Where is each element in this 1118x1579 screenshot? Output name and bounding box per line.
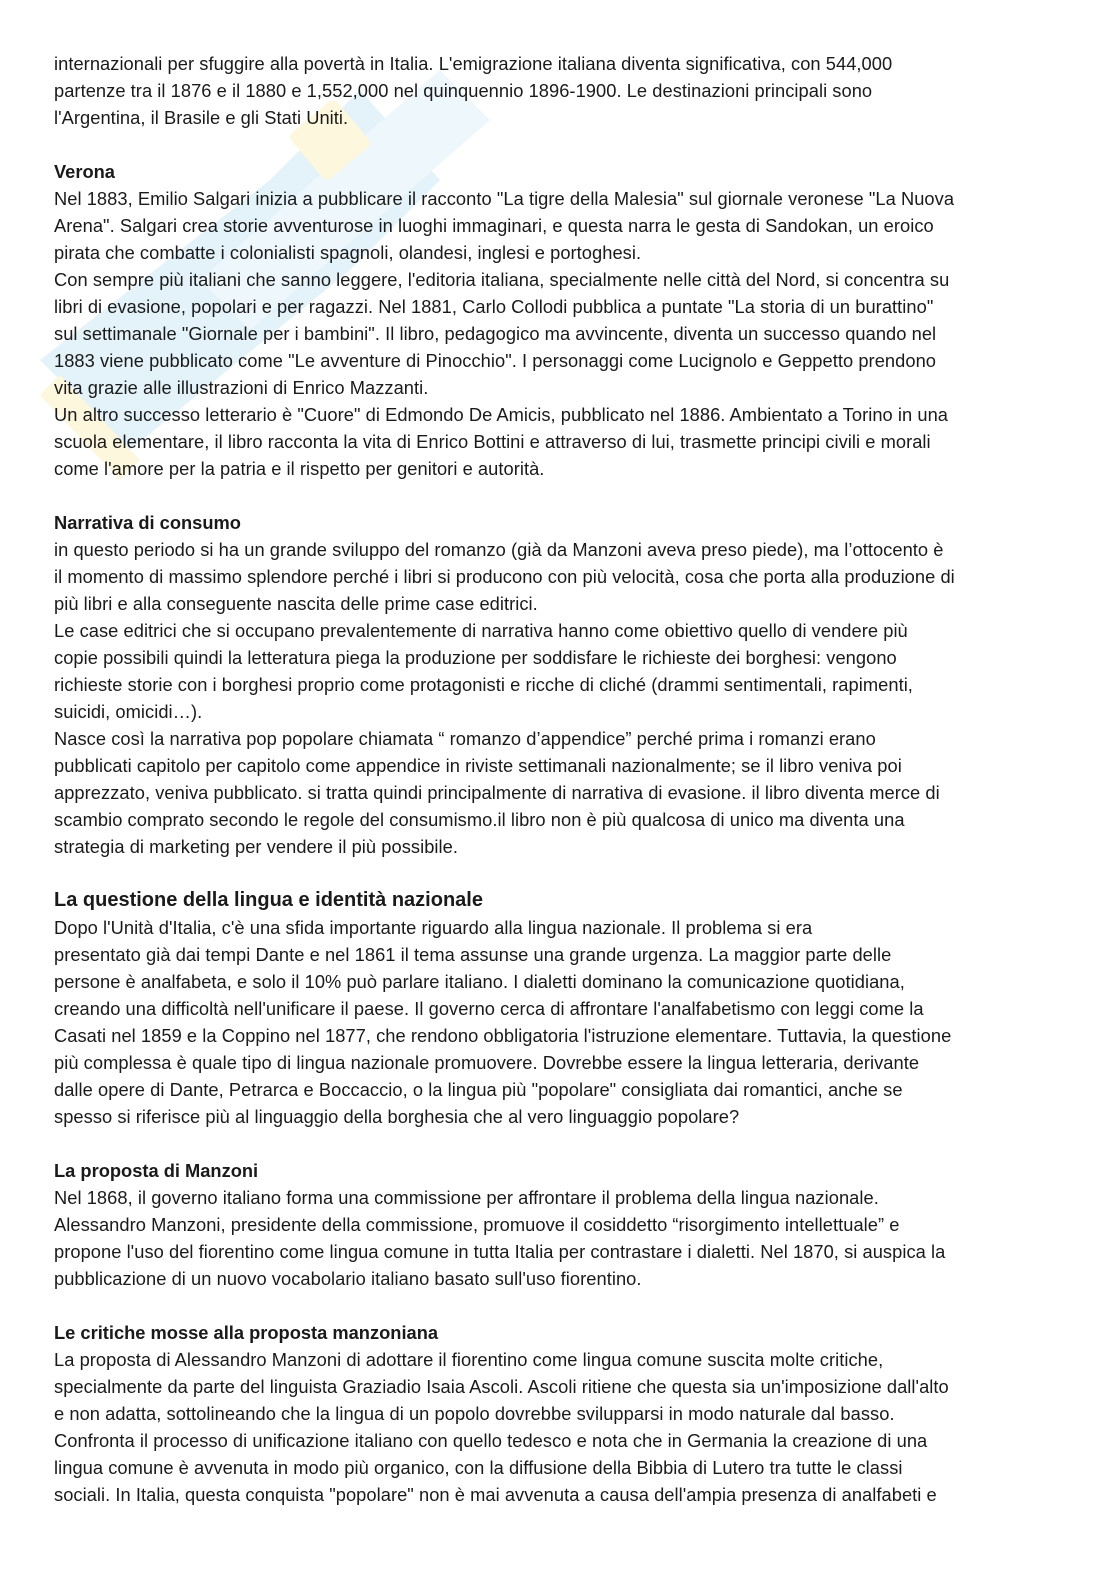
paragraph-line: Alessandro Manzoni, presidente della commissione, promuove il cosiddetto “risorgimento intellettuale” e — [54, 1214, 900, 1235]
paragraph-line: in questo periodo si ha un grande sviluppo del romanzo (già da Manzoni aveva preso piede), ma l’ottocento è — [54, 539, 944, 560]
paragraph-line: Dopo l'Unità d'Italia, c'è una sfida importante riguardo alla lingua nazionale. Il problema si era — [54, 917, 813, 938]
paragraph-line: il momento di massimo splendore perché i libri si producono con più velocità, cosa che porta alla produzione di — [54, 566, 955, 587]
section-narrativa-di-consumo — [54, 509, 1062, 860]
paragraph-line: copie possibili quindi la letteratura piega la produzione per soddisfare le richieste dei borghesi: vengono — [54, 647, 897, 668]
section-heading: Narrativa di consumo — [54, 512, 241, 533]
paragraph-line: più libri e alla conseguente nascita delle prime case editrici. — [54, 593, 538, 614]
paragraph-line: Con sempre più italiani che sanno leggere, l'editoria italiana, specialmente nelle città del Nord, si concentra su — [54, 269, 950, 290]
paragraph-line: propone l'uso del fiorentino come lingua comune in tutta Italia per contrastare i dialetti. Nel 1870, si auspica la — [54, 1241, 946, 1262]
section-questione-della-lingua — [54, 887, 1062, 1130]
paragraph-line: vita grazie alle illustrazioni di Enrico Mazzanti. — [54, 377, 429, 398]
paragraph-line: Nel 1868, il governo italiano forma una commissione per affrontare il problema della lingua nazionale. — [54, 1187, 879, 1208]
paragraph-line: dalle opere di Dante, Petrarca e Boccaccio, o la lingua più "popolare" consigliata dai romantici, anche se — [54, 1079, 903, 1100]
paragraph-line: scambio comprato secondo le regole del consumismo.il libro non è più qualcosa di unico ma diventa una — [54, 809, 905, 830]
paragraph-line: sociali. In Italia, questa conquista "popolare" non è mai avvenuta a causa dell'ampia presenza di analfabeti e — [54, 1484, 937, 1505]
paragraph-line: libri di evasione, popolari e per ragazzi. Nel 1881, Carlo Collodi pubblica a puntate "La storia di un burattino" — [54, 296, 934, 317]
paragraph-line: sul settimanale "Giornale per i bambini". Il libro, pedagogico ma avvincente, diventa un successo quando nel — [54, 323, 937, 344]
paragraph-line: spesso si riferisce più al linguaggio della borghesia che al vero linguaggio popolare? — [54, 1106, 740, 1127]
paragraph-line: pubblicati capitolo per capitolo come appendice in riviste settimanali nazionalmente; se il libro veniva poi — [54, 755, 902, 776]
paragraph-line: pubblicazione di un nuovo vocabolario italiano basato sull'uso fiorentino. — [54, 1268, 642, 1289]
paragraph-line: strategia di marketing per vendere il più possibile. — [54, 836, 458, 857]
paragraph-line: Casati nel 1859 e la Coppino nel 1877, che rendono obbligatoria l'istruzione elementare. Tuttavia, la questione — [54, 1025, 952, 1046]
paragraph-line: come l'amore per la patria e il rispetto per genitori e autorità. — [54, 458, 545, 479]
paragraph-line: e non adatta, sottolineando che la lingua di un popolo dovrebbe svilupparsi in modo naturale dal basso. — [54, 1403, 895, 1424]
section-heading: Le critiche mosse alla proposta manzoniana — [54, 1322, 439, 1343]
paragraph-line: presentato già dai tempi Dante e nel 1861 il tema assunse una grande urgenza. La maggior parte delle — [54, 944, 892, 965]
paragraph-line: persone è analfabeta, e solo il 10% può parlare italiano. I dialetti dominano la comunicazione quotidiana, — [54, 971, 905, 992]
paragraph-line: suicidi, omicidi…). — [54, 701, 203, 722]
paragraph-line: Confronta il processo di unificazione italiano con quello tedesco e nota che in Germania la creazione di una — [54, 1430, 928, 1451]
section-verona — [54, 158, 1062, 482]
section-heading: La questione della lingua e identità nazionale — [54, 889, 483, 911]
paragraph-line: Le case editrici che si occupano prevalentemente di narrativa hanno come obiettivo quello di vendere più — [54, 620, 908, 641]
paragraph-line: lingua comune è avvenuta in modo più organico, con la diffusione della Bibbia di Lutero tra tutte le classi — [54, 1457, 903, 1478]
paragraph-line: Nel 1883, Emilio Salgari inizia a pubblicare il racconto "La tigre della Malesia" sul giornale veronese "La Nuova — [54, 188, 955, 209]
paragraph-line: Un altro successo letterario è "Cuore" di Edmondo De Amicis, pubblicato nel 1886. Ambientato a Torino in una — [54, 404, 949, 425]
paragraph-line: più complessa è quale tipo di lingua nazionale promuovere. Dovrebbe essere la lingua letteraria, derivante — [54, 1052, 920, 1073]
paragraph-line: partenze tra il 1876 e il 1880 e 1,552,000 nel quinquennio 1896-1900. Le destinazioni principali sono — [54, 80, 873, 101]
paragraph-line: l'Argentina, il Brasile e gli Stati Uniti. — [54, 107, 349, 128]
section-critiche-proposta-manzoniana — [54, 1319, 1062, 1508]
paragraph-line: richieste storie con i borghesi proprio come protagonisti e ricche di cliché (drammi sentimentali, rapimenti, — [54, 674, 913, 695]
paragraph-line: specialmente da parte del linguista Graziadio Isaia Ascoli. Ascoli ritiene che questa sia un'imposizione dall'alto — [54, 1376, 949, 1397]
paragraph-line: creando una difficoltà nell'unificare il paese. Il governo cerca di affrontare l'analfabetismo con leggi come la — [54, 998, 924, 1019]
intro-section — [54, 50, 1062, 131]
section-heading: Verona — [54, 161, 115, 182]
paragraph-line: apprezzato, veniva pubblicato. si tratta quindi principalmente di narrativa di evasione. il libro diventa merce di — [54, 782, 940, 803]
section-proposta-di-manzoni — [54, 1157, 1062, 1292]
paragraph-line: pirata che combatte i colonialisti spagnoli, olandesi, inglesi e portoghesi. — [54, 242, 642, 263]
paragraph-line: scuola elementare, il libro racconta la vita di Enrico Bottini e attraverso di lui, trasmette principi civili e morali — [54, 431, 931, 452]
paragraph-line: La proposta di Alessandro Manzoni di adottare il fiorentino come lingua comune suscita molte critiche, — [54, 1349, 884, 1370]
paragraph-line: internazionali per sfuggire alla povertà in Italia. L'emigrazione italiana diventa significativa, con 544,000 — [54, 53, 893, 74]
paragraph-line: Arena". Salgari crea storie avventurose in luoghi immaginari, e questa narra le gesta di Sandokan, un eroico — [54, 215, 934, 236]
section-heading: La proposta di Manzoni — [54, 1160, 259, 1181]
paragraph-line: Nasce così la narrativa pop popolare chiamata “ romanzo d’appendice” perché prima i romanzi erano — [54, 728, 876, 749]
paragraph-line: 1883 viene pubblicato come "Le avventure di Pinocchio". I personaggi come Lucignolo e Geppetto prendono — [54, 350, 936, 371]
